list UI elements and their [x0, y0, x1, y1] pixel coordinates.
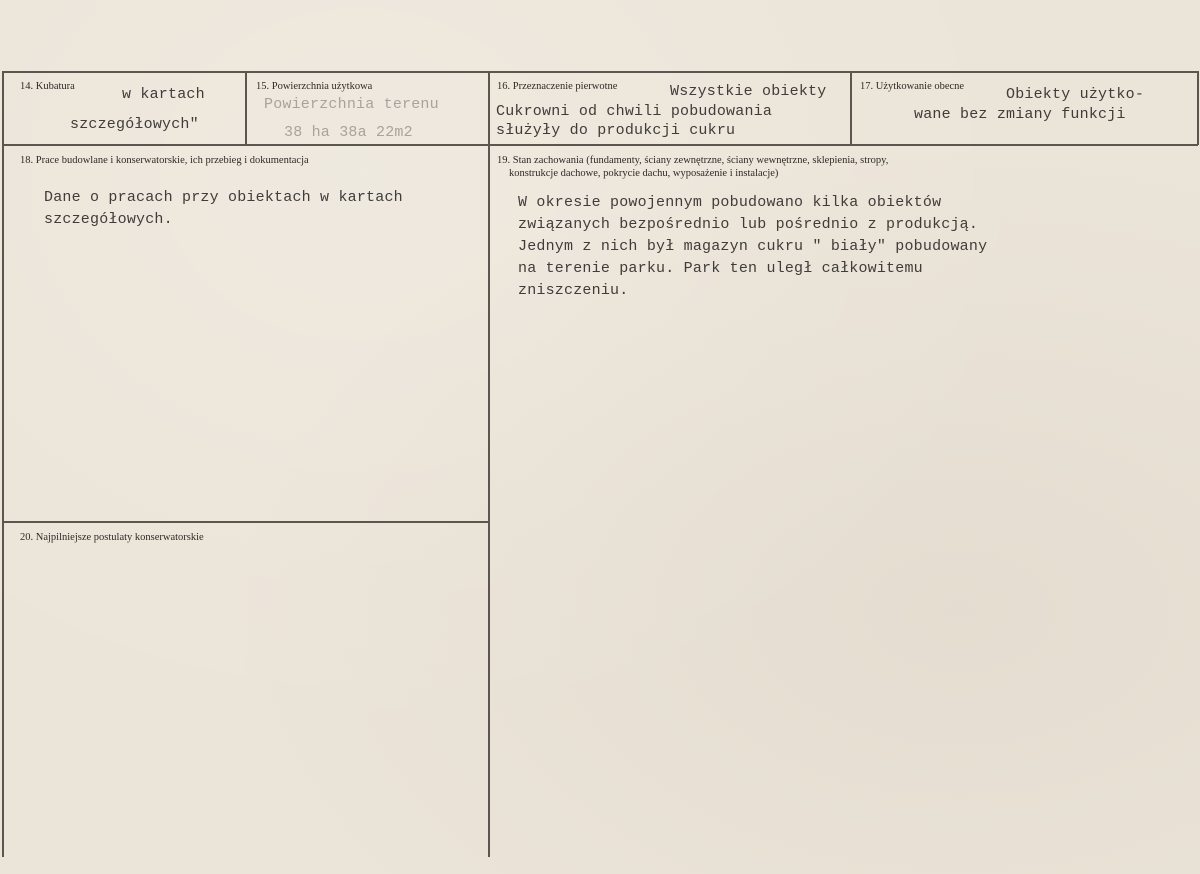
- field-16-label: 16. Przeznaczenie pierwotne: [497, 81, 618, 92]
- field-19-text-line: Jednym z nich był magazyn cukru " biały" pobudowany: [518, 238, 988, 255]
- field-16-value-line1: Wszystkie obiekty: [670, 83, 827, 100]
- field-16-value-line2: Cukrowni od chwili pobudowania: [496, 103, 773, 120]
- field-18-text: [44, 187, 403, 231]
- field-14-value-line1: w kartach: [122, 86, 205, 103]
- field-19-label-line1: 19. Stan zachowania (fundamenty, ściany zewnętrzne, ściany wewnętrzne, sklepienia, stropy,: [497, 155, 889, 166]
- field-17-value-line2: wane bez zmiany funkcji: [914, 106, 1126, 123]
- field-19-label-line2: konstrukcje dachowe, pokrycie dachu, wyposażenie i instalacje): [509, 168, 779, 179]
- grid-line-left-edge: [2, 71, 4, 857]
- grid-line-col16-17: [850, 71, 852, 145]
- field-20-label: 20. Najpilniejsze postulaty konserwatorskie: [20, 532, 204, 543]
- field-18-text-line: szczegółowych.: [44, 211, 173, 228]
- field-18-text-line: Dane o pracach przy obiektach w kartach: [44, 189, 403, 206]
- grid-line-center: [488, 71, 490, 857]
- field-18-label: 18. Prace budowlane i konserwatorskie, ich przebieg i dokumentacja: [20, 155, 309, 166]
- field-19-text-line: zniszczeniu.: [518, 282, 629, 299]
- grid-line-top: [2, 71, 1198, 73]
- field-14-value-line2: szczegółowych": [70, 116, 199, 133]
- field-15-value-line1: Powierzchnia terenu: [264, 96, 439, 113]
- field-14-label: 14. Kubatura: [20, 81, 75, 92]
- field-15-value-line2: 38 ha 38a 22m2: [284, 124, 413, 141]
- field-16-value-line3: służyły do produkcji cukru: [496, 122, 736, 139]
- grid-line-row2: [2, 144, 1198, 146]
- field-19-label: [497, 154, 888, 180]
- field-17-label: 17. Użytkowanie obecne: [860, 81, 965, 92]
- field-19-text-line: na terenie parku. Park ten uległ całkowitemu: [518, 260, 923, 277]
- grid-line-col14-15: [245, 71, 247, 145]
- field-17-value-line1: Obiekty użytko-: [1006, 86, 1145, 103]
- field-19-text: [518, 192, 987, 302]
- field-15-label: 15. Powierzchnia użytkowa: [256, 81, 373, 92]
- field-19-text-line: związanych bezpośrednio lub pośrednio z produkcją.: [518, 216, 979, 233]
- grid-line-row3: [2, 521, 489, 523]
- grid-line-right-edge: [1197, 71, 1199, 145]
- field-19-text-line: W okresie powojennym pobudowano kilka obiektów: [518, 194, 942, 211]
